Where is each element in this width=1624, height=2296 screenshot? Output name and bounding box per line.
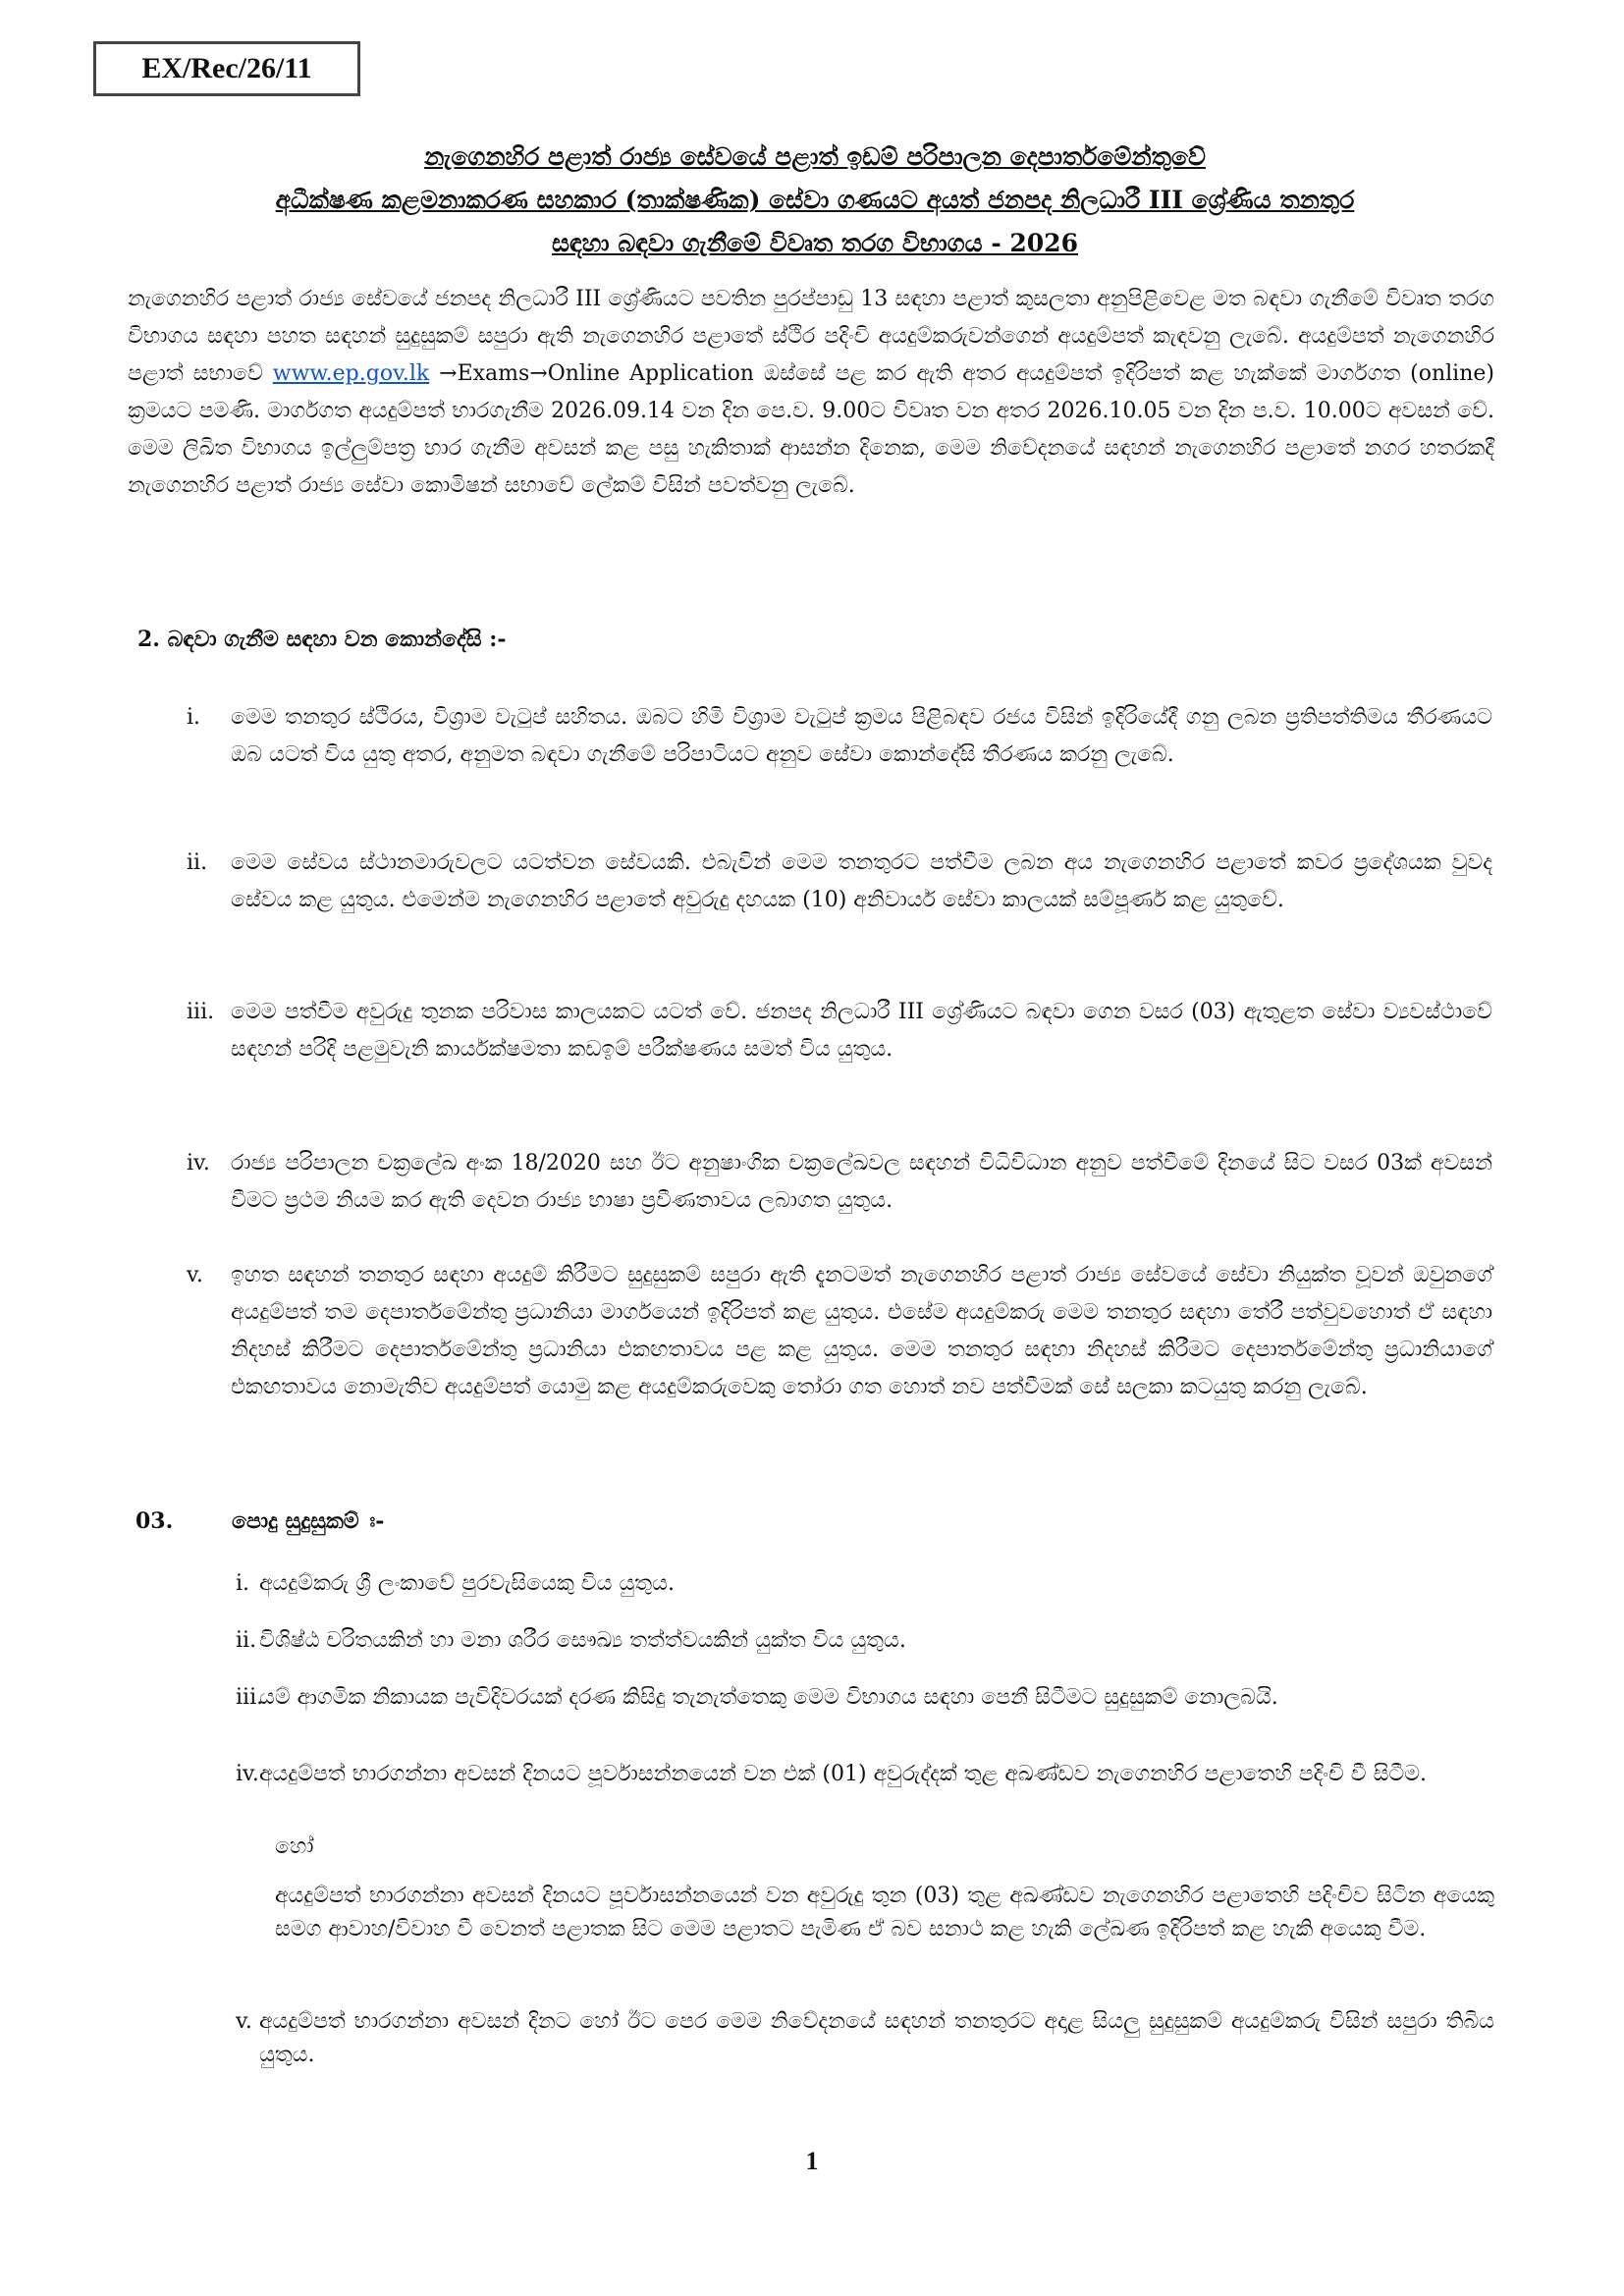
title-line-3: සඳහා බඳවා ගැනීමේ විවෘත තරග විභාගය - 2026 [552,229,1078,257]
item-number: i. [236,1571,250,1596]
qualification-item-i [236,1567,1494,1601]
condition-item-v [187,1257,1492,1406]
qualification-item-ii [236,1624,1494,1658]
item-text: මෙම සේවය ස්ථානමාරුවලට යටත්වන සේවයකි. එබැවින් මෙම තනතුරට පත්වීම ලබන අය නැගෙනහිර පළාතේ කවර ප්‍රදේශයක වුවද සේවය කළ යුතුය. එමෙන්ම නැගෙනහිර පළාතේ අවුරුදු දහයක (10) අනිවාර්ය සේවා කාලයක් සම්පූර්ණ කළ යුතුවේ. [231,850,1492,912]
item-number: ii. [187,850,208,875]
qualification-item-v [236,2005,1494,2072]
document-title [157,136,1473,265]
item-number: ii. [236,1628,257,1653]
page-number: 1 [805,2147,819,2175]
intro-text-start: නැගෙනහිර පළාත් රාජ්‍ය සේවයේ ජනපද නිලධාරී III ශ්‍රේණියට පවතින පුරප්පාඩු 13 සඳහා පළාත් කුසලතා අනුපිළිවෙළ මත බඳවා ගැනීමේ විවෘත තරග විභාගය සඳහා පහත සඳහන් සුදුසුකම් සපුරා ඇති නැගෙනහිර පළාතේ ස්ථිර පදිංචි අයදුම්කරුවන්ගෙන් අයදුම්පත් කැඳවනු ලැබේ. අයදුම්පත් නැගෙනහිර පළාත් සභාවේ [128,287,1494,386]
or-text: හෝ [275,1834,314,1859]
title-line-2: අධීක්ෂණ කළමනාකරණ සහකාර (තාක්ෂණික) සේවා ගණයට අයත් ජනපද නිලධාරී III ශ්‍රේණිය තනතුර [275,186,1355,214]
item-number: iii. [187,1000,215,1024]
item-number: v. [236,2009,252,2034]
item-text: මෙම පත්වීම අවුරුදු තුනක පරිවාස කාලයකට යටත් වේ. ජනපද නිලධාරී III ශ්‍රේණියට බඳවා ගෙන වසර (03) ඇතුළත සේවා ව්‍යවස්ථාවේ සඳහන් පරිදි පළමුවැනි කාර්යක්ෂමතා කඩඉම් පරීක්ෂණය සමත් විය යුතුය. [231,1000,1492,1062]
condition-item-iv [187,1145,1492,1220]
item-number: v. [187,1263,203,1287]
item-text: ඉහත සඳහන් තනතුර සඳහා අයදුම් කිරීමට සුදුසුකම් සපුරා ඇති දැනටමත් නැගෙනහිර පළාත් රාජ්‍ය සේවයේ සේවා නියුක්ත වූවන් ඔවුනගේ අයදුම්පත් තම දෙපාර්තමේන්තු ප්‍රධානියා මාර්ගයෙන් ඉදිරිපත් කළ යුතුය. එසේම අයදුම්කරු මෙම තනතුර සඳහා තේරී පත්වුවහොත් ඒ සඳහා නිදහස් කිරීමට දෙපාර්තමේන්තු ප්‍රධානියා එකඟතාවය පළ කළ යුතුය. මෙම තනතුර සඳහා නිදහස් කිරීමට දෙපාර්තමේන්තු ප්‍රධානියාගේ එකඟතාවය නොමැතිව අයදුම්පත් යොමු කළ අයදුම්කරුවෙකු තෝරා ගත හොත් නව පත්වීමක් සේ සලකා කටයුතු කරනු ලැබේ. [231,1263,1492,1399]
condition-item-i [187,699,1492,774]
item-text: අයදුම්පත් භාරගන්නා අවසන් දිනයට පූර්වාසන්නයෙන් වන එක් (01) අවුරුද්දක් තුළ අඛණ්ඩව නැගෙනහිර පළාතෙහි පදිංචි වී සිටීම. [259,1762,1428,1786]
intro-text-end: ඔස්සේ පළ කර ඇති අතර අයදුම්පත් ඉදිරිපත් කළ හැක්කේ මාර්ගගත (online) ක්‍රමයට පමණි. මාර්ගගත අයදුම්පත් භාරගැනීම 2026.09.14 වන දින පෙ.ව. 9.00ට විවෘත වන අතර 2026.10.05 වන දින ප.ව. 10.00ට අවසන් වේ. මෙම ලිඛිත විභාගය ඉල්ලුම්පත්‍ර භාර ගැනීම අවසන් කළ පසු හැකිතාක් ආසන්න දිනෙක, මෙම නිවේදනයේ සඳහන් නැගෙනහිර පළාතේ නගර හතරකදී නැගෙනහිර පළාත් රාජ්‍ය සේවා කොමිෂන් සභාවේ ලේකම් විසින් පවත්වනු ලැබේ. [128,361,1494,498]
navigation-path: →Exams→Online Application [429,361,754,386]
reference-number-box [93,41,360,96]
item-number: i. [187,705,201,730]
section-3-heading: පොදු සුදුසුකම් ඃ- [232,1508,385,1534]
title-line-1: නැගෙනහිර පළාත් රාජ්‍ය සේවයේ පළාත් ඉඩම් පරිපාලන දෙපාර්තමේන්තුවේ [424,142,1206,171]
item-text: අයදුම්කරු ශ්‍රී ලංකාවේ පුරවැසියෙකු විය යුතුය. [259,1571,675,1596]
item-text: අයදුම්පත් භාරගන්නා අවසන් දිනයට පූර්වාසන්නයෙන් වන අවුරුදු තුන (03) තුළ අඛණ්ඩව නැගෙනහිර පළාතෙහි පදිංචිව සිටින අයෙකු සමග ආවාහ/විවාහ වී වෙනත් පළාතක සිට මෙම පළාතට පැමිණ ඒ බව සනාථ කළ හැකි ලේඛණ ඉදිරිපත් කළ හැකි අයෙකු වීම. [275,1884,1494,1941]
item-number: iv. [187,1151,210,1175]
condition-item-ii [187,845,1492,919]
qualification-item-iii [236,1681,1494,1715]
item-number: iii. [236,1685,264,1710]
qualification-item-iv [236,1758,1494,1791]
item-text: මෙම තනතුර ස්ථිරය, විශ්‍රාම වැටුප් සහිතය. ඔබට හිමි විශ්‍රාම වැටුප් ක්‍රමය පිළිබඳව රජය විසින් ඉදිරියේදී ගනු ලබන ප්‍රතිපත්තිමය තීරණයට ඔබ යටත් විය යුතු අතර, අනුමත බඳවා ගැනීමේ පරිපාටියට අනුව සේවා කොන්දේසි තීරණය කරනු ලැබේ. [231,705,1492,767]
section-3-number: 03. [135,1508,174,1534]
website-link[interactable]: www.ep.gov.lk [272,361,430,386]
section-2-heading: 2. බඳවා ගැනීම සඳහා වන කොන්දේසි :- [137,627,507,652]
item-text: රාජ්‍ය පරිපාලන චක්‍රලේඛ අංක 18/2020 සහ ඊට අනුෂාංගික චක්‍රලේඛවල සඳහන් විධිවිධාන අනුව පත්වීමේ දිනයේ සිට වසර 03ක් අවසන් වීමට ප්‍රථම නියම කර ඇති දෙවන රාජ්‍ය භාෂා ප්‍රවීණතාවය ලබාගත යුතුය. [231,1151,1492,1213]
item-text: විශිෂ්ඨ චරිතයකින් හා මනා ශරීර සෞඛ්‍ය තත්ත්වයකින් යුක්ත විය යුතුය. [259,1628,906,1653]
reference-number: EX/Rec/26/11 [141,52,312,84]
item-number: iv. [236,1762,259,1786]
intro-paragraph [128,281,1494,505]
item-text: අයදුම්පත් භාරගන්නා අවසන් දිනට හෝ ඊට පෙර මෙම නිවේදනයේ සඳහන් තනතුරට අදාළ සියලු සුදුසුකම් අයදුම්කරු විසින් සපුරා තිබිය යුතුය. [259,2009,1494,2067]
item-text: යම් ආගමික නිකායක පැවිදිවරයක් දරණ කිසිදු තැනැත්තෙකු මෙම විභාගය සඳහා පෙනී සිටීමට සුදුසුකම් නොලබයි. [259,1685,1278,1710]
qualification-item-iv-alt [259,1880,1494,1946]
condition-item-iii [187,994,1492,1068]
